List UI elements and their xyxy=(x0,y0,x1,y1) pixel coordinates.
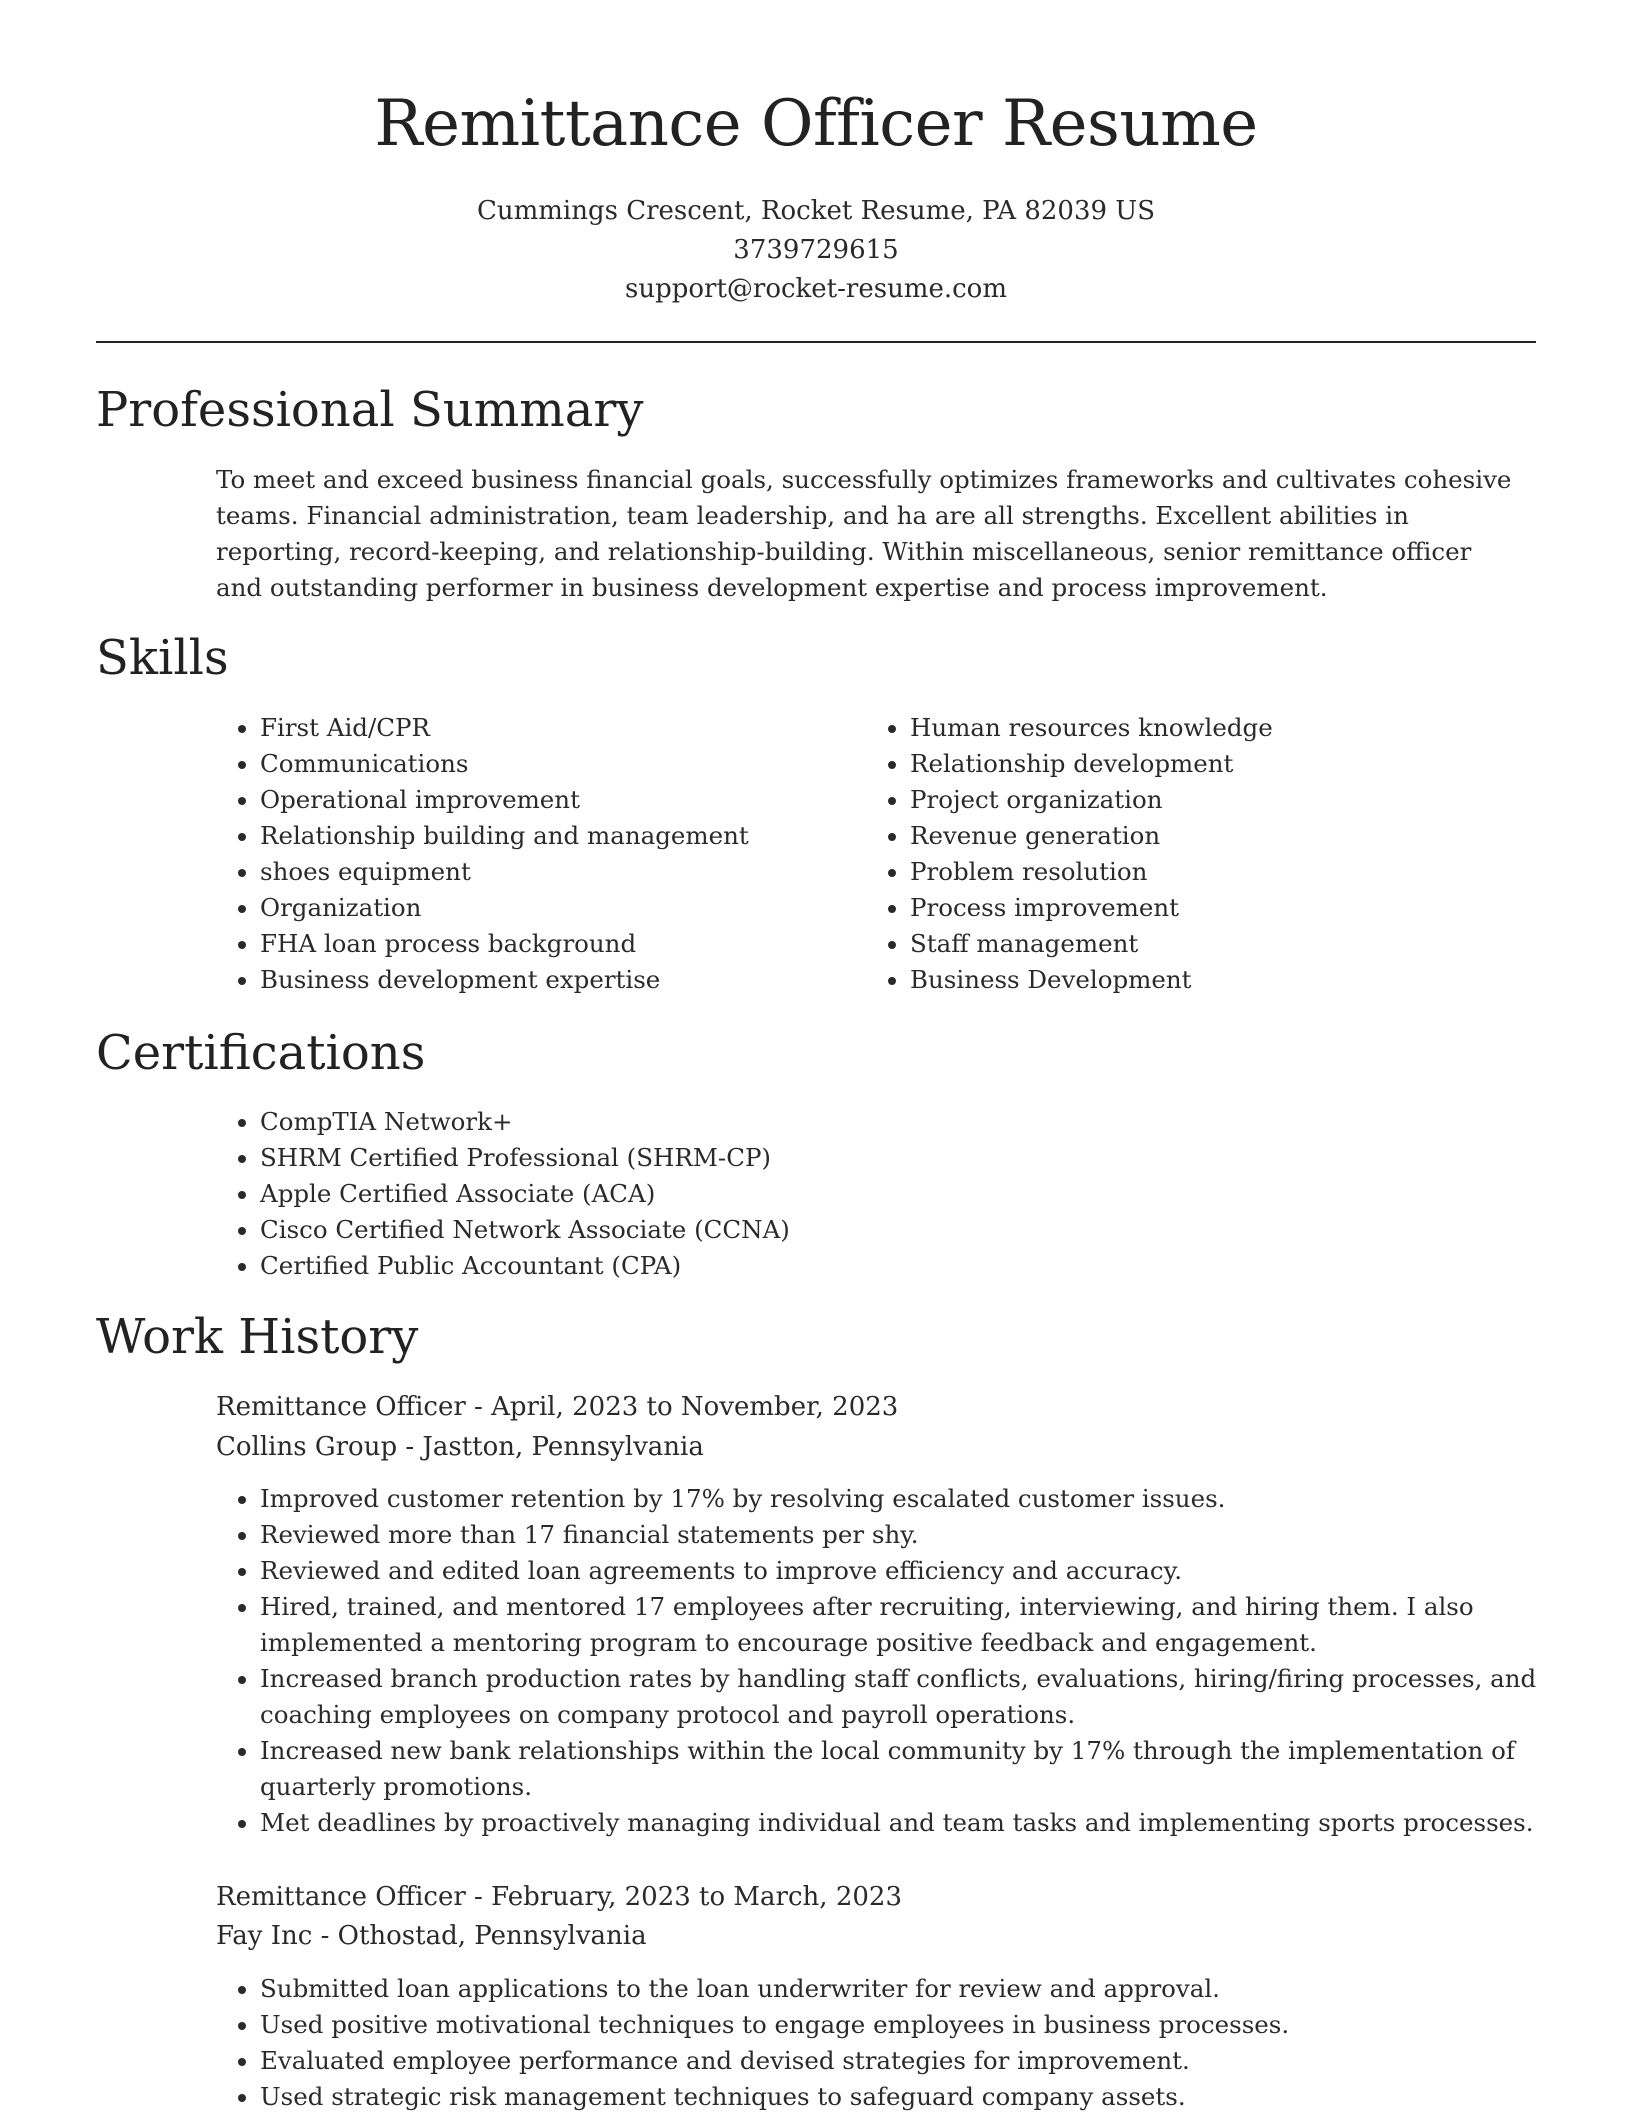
skills-heading: Skills xyxy=(96,630,229,686)
job-bullet: • Used positive motivational techniques to engage employees in business processes. xyxy=(260,2007,1550,2043)
skill-item: • Business development expertise xyxy=(260,962,820,998)
summary-text: To meet and exceed business financial goals, successfully optimizes frameworks and cultivates cohesive teams. Financial administration, team leadership, and ha are all strengths. Excellent abilities in reporting, record-keeping, and relationship-building. Within miscellaneous, senior remittance officer and outstanding performer in business development expertise and process improvement. xyxy=(216,465,1512,602)
skill-item: • Problem resolution xyxy=(910,854,1510,890)
skill-item: • Revenue generation xyxy=(910,818,1510,854)
job-bullet: • Reviewed and edited loan agreements to improve efficiency and accuracy. xyxy=(260,1553,1550,1589)
job-company-line: Fay Inc - Othostad, Pennsylvania xyxy=(216,1921,647,1951)
skill-item: • Business Development xyxy=(910,962,1510,998)
skill-item: • Relationship building and management xyxy=(260,818,820,854)
job-bullet: • Hired, trained, and mentored 17 employees after recruiting, interviewing, and hiring them. I also implemented a mentoring program to encourage positive feedback and engagement. xyxy=(260,1589,1550,1661)
job-location: Othostad, Pennsylvania xyxy=(337,1921,647,1951)
job-company: Fay Inc xyxy=(216,1921,313,1951)
skill-item: • Operational improvement xyxy=(260,782,820,818)
skill-item: • Process improvement xyxy=(910,890,1510,926)
skill-item: • Human resources knowledge xyxy=(910,710,1510,746)
contact-email: support@rocket-resume.com xyxy=(624,274,1007,304)
job-bullet: • Increased new bank relationships within the local community by 17% through the implementation of quarterly promotions. xyxy=(260,1733,1550,1805)
header-divider xyxy=(96,341,1536,343)
job-title: Remittance Officer xyxy=(216,1392,466,1422)
job-title: Remittance Officer xyxy=(216,1882,466,1912)
job-bullet: • Reviewed more than 17 financial statements per shy. xyxy=(260,1517,1550,1553)
skill-item: • Project organization xyxy=(910,782,1510,818)
job-bullet: • Submitted loan applications to the loan underwriter for review and approval. xyxy=(260,1971,1550,2007)
skill-item: • FHA loan process background xyxy=(260,926,820,962)
work-history-heading: Work History xyxy=(96,1309,419,1365)
job-bullets xyxy=(216,1481,1550,1841)
certification-item: • Cisco Certified Network Associate (CCNA) xyxy=(260,1212,1460,1248)
resume-title: Remittance Officer Resume xyxy=(374,87,1258,161)
certification-item: • Certified Public Accountant (CPA) xyxy=(260,1248,1460,1284)
job-company-line: Collins Group - Jastton, Pennsylvania xyxy=(216,1432,704,1462)
certifications-heading: Certifications xyxy=(96,1025,426,1081)
skills-list-right xyxy=(866,710,1510,998)
summary-heading: Professional Summary xyxy=(96,382,644,438)
skill-item: • Organization xyxy=(260,890,820,926)
skill-item: • Staff management xyxy=(910,926,1510,962)
job-title-line: Remittance Officer - February, 2023 to March, 2023 xyxy=(216,1882,902,1912)
certifications-list xyxy=(216,1104,1460,1284)
skill-item: • Communications xyxy=(260,746,820,782)
skill-item: • Relationship development xyxy=(910,746,1510,782)
job-bullet: • Improved customer retention by 17% by resolving escalated customer issues. xyxy=(260,1481,1550,1517)
job-company: Collins Group xyxy=(216,1432,398,1462)
certification-item: • SHRM Certified Professional (SHRM-CP) xyxy=(260,1140,1460,1176)
contact-phone: 3739729615 xyxy=(733,235,899,265)
job-bullet: • Used strategic risk management techniques to safeguard company assets. xyxy=(260,2079,1550,2115)
certification-item: • Apple Certified Associate (ACA) xyxy=(260,1176,1460,1212)
skill-item: • First Aid/CPR xyxy=(260,710,820,746)
skill-item: • shoes equipment xyxy=(260,854,820,890)
certification-item: • CompTIA Network+ xyxy=(260,1104,1460,1140)
job-bullets xyxy=(216,1971,1550,2115)
job-location: Jastton, Pennsylvania xyxy=(422,1432,704,1462)
job-bullet: • Evaluated employee performance and devised strategies for improvement. xyxy=(260,2043,1550,2079)
job-dates: April, 2023 to November, 2023 xyxy=(491,1392,899,1422)
job-title-line: Remittance Officer - April, 2023 to November, 2023 xyxy=(216,1392,899,1422)
job-bullet: • Met deadlines by proactively managing individual and team tasks and implementing sports processes. xyxy=(260,1805,1550,1841)
contact-address: Cummings Crescent, Rocket Resume, PA 82039 US xyxy=(476,196,1156,226)
job-bullet: • Increased branch production rates by handling staff conflicts, evaluations, hiring/firing processes, and coaching employees on company protocol and payroll operations. xyxy=(260,1661,1550,1733)
contact-block xyxy=(0,192,1632,309)
job-dates: February, 2023 to March, 2023 xyxy=(491,1882,902,1912)
skills-list-left xyxy=(216,710,820,998)
